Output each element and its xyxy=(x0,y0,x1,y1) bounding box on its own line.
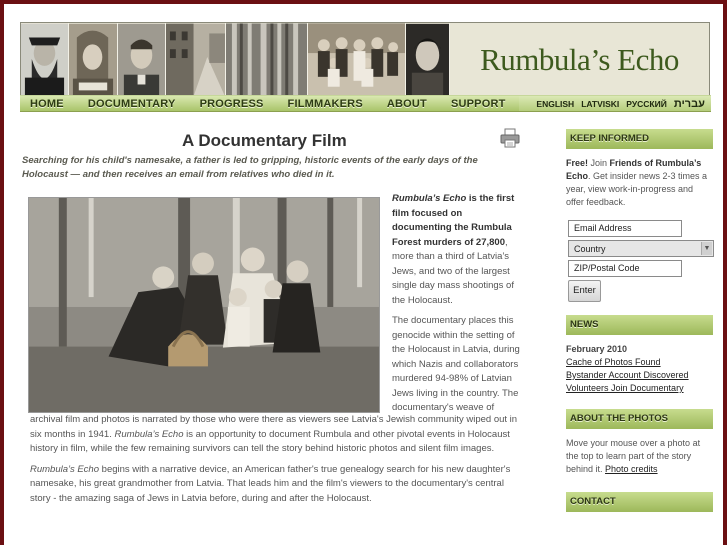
nav-home[interactable]: HOME xyxy=(30,97,64,110)
sidebar xyxy=(566,129,713,512)
film-title-inline: Rumbula’s Echo xyxy=(114,428,184,440)
main-family-photo xyxy=(28,197,380,413)
narrative-paragraph xyxy=(30,463,524,507)
intro-paragraph xyxy=(392,192,524,308)
header-photo-forest[interactable] xyxy=(226,23,308,97)
nav-documentary[interactable]: DOCUMENTARY xyxy=(87,97,176,110)
lang-russian[interactable]: РУССКИЙ xyxy=(626,98,667,109)
site-header xyxy=(20,22,710,98)
film-title-inline: Rumbula’s Echo xyxy=(392,193,467,204)
header-photo-family-group[interactable] xyxy=(308,23,406,97)
enter-button[interactable]: Enter xyxy=(568,280,601,302)
free-label: Free! xyxy=(566,158,589,168)
lang-english[interactable]: ENGLISH xyxy=(536,98,575,109)
news-heading: NEWS xyxy=(566,315,713,335)
about-photos-description: Move your mouse over a photo at the top to learn part of the story behind it. xyxy=(566,438,701,474)
country-select-value: Country xyxy=(574,243,606,254)
nav-about[interactable]: ABOUT xyxy=(386,97,427,110)
printer-icon[interactable] xyxy=(500,128,520,148)
news-link-bystander[interactable]: Bystander Account Discovered xyxy=(566,370,689,380)
about-photos-heading: ABOUT THE PHOTOS xyxy=(566,409,713,429)
about-photos-text xyxy=(566,429,713,476)
header-photo-street[interactable] xyxy=(166,23,226,97)
lang-latvian[interactable]: LATVISKI xyxy=(581,98,620,109)
nav-support[interactable]: SUPPORT xyxy=(450,97,506,110)
country-select[interactable] xyxy=(568,240,714,257)
news-link-photos[interactable]: Cache of Photos Found xyxy=(566,357,661,367)
news-date: February 2010 xyxy=(566,344,628,354)
photo-credits-link[interactable]: Photo credits xyxy=(605,464,658,474)
news-link-volunteers[interactable]: Volunteers Join Documentary xyxy=(566,383,684,393)
news-list xyxy=(566,335,713,395)
keep-informed-text xyxy=(566,149,713,209)
language-switcher xyxy=(519,96,711,111)
friends-label: Friends of Rumbula’s Echo xyxy=(566,158,702,181)
setting-paragraph: The documentary places this genocide within the setting of the Holocaust in Latvia, during which Nazis and collaborators murdered 94-98% of Latvian Jews living in the country. The documentary's weave of xyxy=(392,315,520,413)
header-photo-woman-headscarf[interactable] xyxy=(69,23,118,97)
film-title-inline: Rumbula’s Echo xyxy=(30,463,100,475)
contact-heading[interactable]: CONTACT xyxy=(566,492,713,512)
signup-description: . Get insider news 2-3 times a year, view work-in-progress and offer feedback. xyxy=(566,171,708,207)
header-photo-strip xyxy=(21,23,450,97)
keep-informed-heading: KEEP INFORMED xyxy=(566,129,713,149)
site-logo[interactable]: Rumbula’s Echo xyxy=(450,23,709,97)
header-photo-woman-face[interactable] xyxy=(406,23,450,97)
continuation-text-b: is an opportunity to document Rumbula and other pivotal events in Holocaust history in film, while the few remaining survivors can tell the story behind historic photos and silent film images. xyxy=(30,428,510,454)
intro-rest-text: , more than a third of Latvia’s Jews, and two of the largest single day mass shootings of the Holocaust. xyxy=(392,236,514,306)
intro-bold-text: is the first film focused on documenting the Rumbula Forest murders of 27,800 xyxy=(392,193,515,248)
main-nav xyxy=(20,95,711,112)
header-photo-boy[interactable] xyxy=(118,23,166,97)
header-photo-rabbi[interactable] xyxy=(21,23,69,97)
lang-hebrew[interactable]: עברית xyxy=(673,97,705,110)
nav-filmmakers[interactable]: FILMMAKERS xyxy=(287,97,363,110)
narrative-text: begins with a narrative device, an American father's true genealogy search for his new daughter's namesake, his great grandmother from Latvia. That leads him and the film's viewers to the documentary's central story - the amazing saga of Jews in Latvia before, during and after the Holocaust. xyxy=(30,463,511,504)
signup-form xyxy=(566,220,713,302)
email-field[interactable]: Email Address xyxy=(568,220,682,237)
body-full-width xyxy=(30,413,524,512)
intro-column xyxy=(392,192,524,422)
zip-field[interactable]: ZIP/Postal Code xyxy=(568,260,682,277)
continuation-paragraph xyxy=(30,413,524,457)
page-subtitle: Searching for his child's namesake, a father is led to gripping, historic events of the early days of the Holocaust — and then receives an email from relatives who died in it. xyxy=(22,155,478,180)
page xyxy=(4,4,723,545)
nav-progress[interactable]: PROGRESS xyxy=(199,97,264,110)
join-text: Join xyxy=(588,158,610,168)
continuation-text-a: archival film and photos is narrated by those who were there as viewers see Latvia's Jewish community wiped out in six months in 1941. xyxy=(30,414,518,440)
page-title: A Documentary Film xyxy=(182,131,347,150)
chevron-down-icon: ▼ xyxy=(701,242,712,255)
